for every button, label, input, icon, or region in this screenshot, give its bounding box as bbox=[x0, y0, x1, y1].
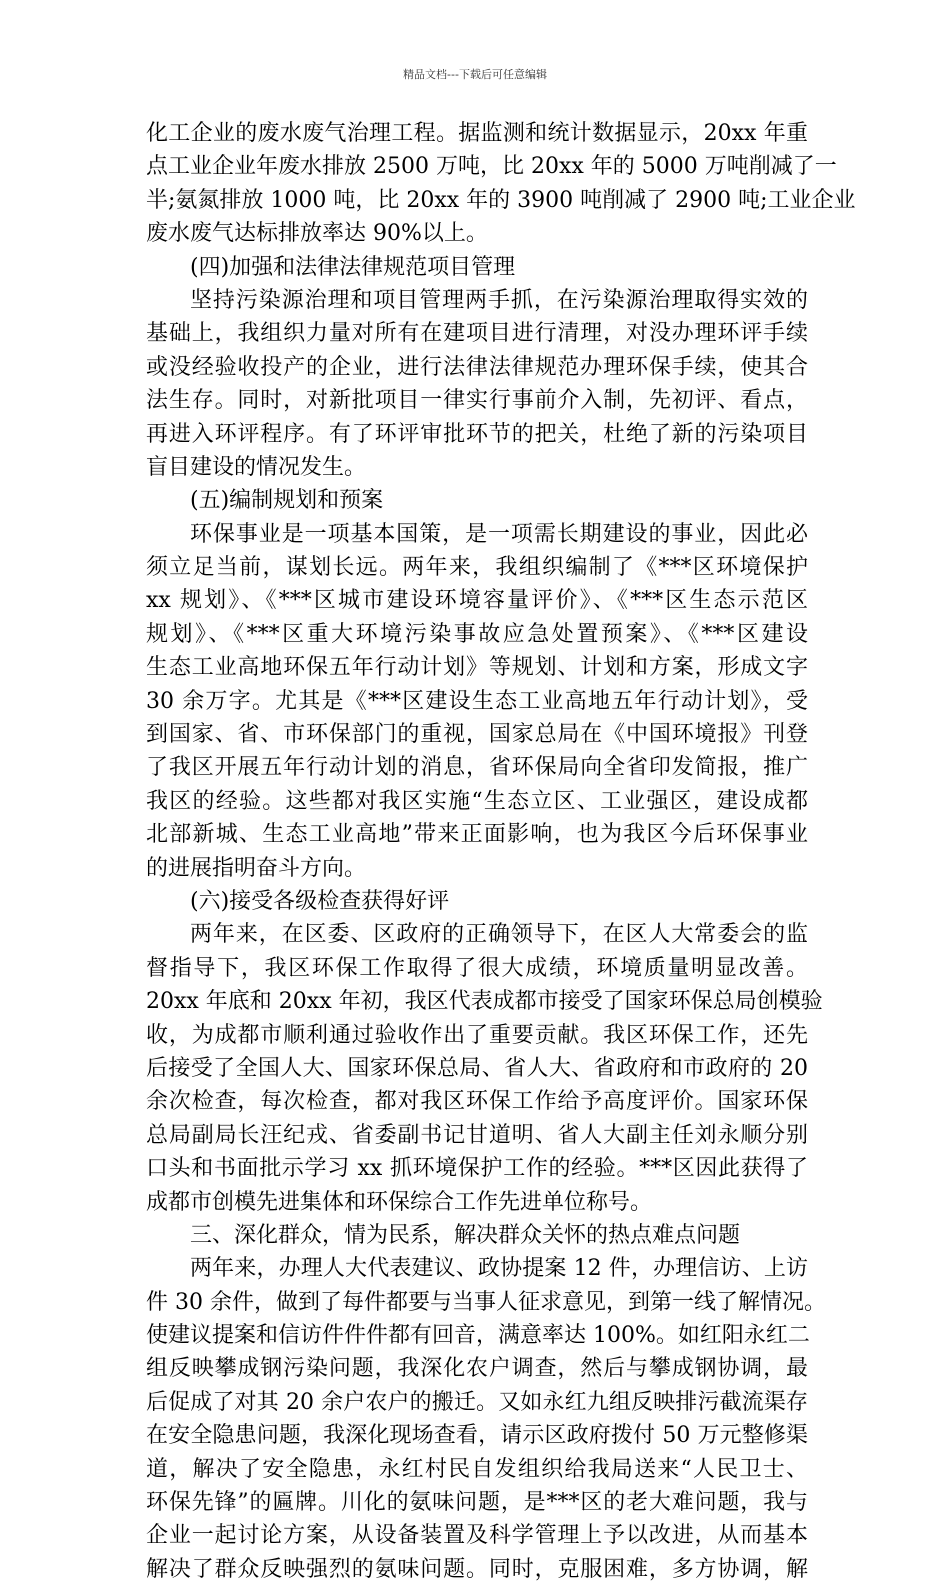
text-line: 到国家、省、市环保部门的重视，国家总局在《中国环境报》刊登 bbox=[146, 722, 808, 748]
text-line: 法生存。同时，对新批项目一律实行事前介入制，先初评、看点， bbox=[146, 388, 808, 414]
text-line: (五)编制规划和预案 bbox=[190, 488, 384, 514]
text-line: 须立足当前，谋划长远。两年来，我组织编制了《***区环境保护 bbox=[146, 555, 808, 581]
text-line: 两年来，在区委、区政府的正确领导下，在区人大常委会的监 bbox=[190, 922, 808, 948]
text-line: 我区的经验。这些都对我区实施“生态立区、工业强区，建设成都 bbox=[146, 788, 808, 814]
text-line: 化工企业的废水废气治理工程。据监测和统计数据显示，20xx 年重 bbox=[146, 121, 808, 146]
text-line: 点工业企业年废水排放 2500 万吨，比 20xx 年的 5000 万吨削减了一 bbox=[146, 154, 837, 180]
text-line: 了我区开展五年行动计划的消息，省环保局向全省印发简报，推广 bbox=[146, 755, 808, 781]
text-line: 生态工业高地环保五年行动计划》等规划、计划和方案，形成文字 bbox=[146, 655, 808, 681]
text-line: 坚持污染源治理和项目管理两手抓，在污染源治理取得实效的 bbox=[190, 287, 808, 313]
document-body bbox=[146, 117, 856, 1586]
text-line: 件 30 余件，做到了每件都要与当事人征求意见，到第一线了解情况。 bbox=[146, 1289, 826, 1315]
text-line: 收，为成都市顺利通过验收作出了重要贡献。我区环保工作，还先 bbox=[146, 1022, 808, 1048]
text-line: 成都市创模先进集体和环保综合工作先进单位称号。 bbox=[146, 1189, 653, 1215]
text-line: 道，解决了安全隐患，永红村民自发组织给我局送来“人民卫士、 bbox=[146, 1456, 808, 1482]
text-line: 基础上，我组织力量对所有在建项目进行清理，对没办理环评手续 bbox=[146, 321, 808, 347]
text-line: 组反映攀成钢污染问题，我深化农户调查，然后与攀成钢协调，最 bbox=[146, 1356, 808, 1382]
text-line: 30 余万字。尤其是《***区建设生态工业高地五年行动计划》，受 bbox=[146, 688, 808, 714]
text-line: 使建议提案和信访件件件都有回音，满意率达 100%。如红阳永红二 bbox=[146, 1323, 810, 1349]
text-line: 后促成了对其 20 余户农户的搬迁。又如永红九组反映排污截流渠存 bbox=[146, 1389, 808, 1415]
text-line: 半;氨氮排放 1000 吨，比 20xx 年的 3900 吨削减了 2900 吨;工业企业 bbox=[146, 187, 856, 213]
text-line: 口头和书面批示学习 xx 抓环境保护工作的经验。***区因此获得了 bbox=[146, 1156, 808, 1182]
text-line: 20xx 年底和 20xx 年初，我区代表成都市接受了国家环保总局创模验 bbox=[146, 989, 823, 1015]
text-line: 余次检查，每次检查，都对我区环保工作给予高度评价。国家环保 bbox=[146, 1089, 808, 1115]
text-line: 或没经验收投产的企业，进行法律法律规范办理环保手续，使其合 bbox=[146, 354, 808, 380]
text-line: 环保事业是一项基本国策，是一项需长期建设的事业，因此必 bbox=[190, 521, 808, 547]
page-header: 精品文档---下载后可任意编辑 bbox=[403, 68, 547, 81]
text-line: 企业一起讨论方案，从设备装置及科学管理上予以改进，从而基本 bbox=[146, 1523, 808, 1549]
text-line: 在安全隐患问题，我深化现场查看，请示区政府拨付 50 万元整修渠 bbox=[146, 1423, 808, 1449]
text-line: xx 规划》、《***区城市建设环境容量评价》、《***区生态示范区 bbox=[146, 588, 808, 614]
text-line: (六)接受各级检查获得好评 bbox=[190, 888, 450, 914]
text-line: 三、深化群众，情为民系，解决群众关怀的热点难点问题 bbox=[190, 1222, 741, 1248]
text-line: 总局副局长汪纪戎、省委副书记甘道明、省人大副主任刘永顺分别 bbox=[146, 1122, 808, 1148]
text-line: 解决了群众反映强烈的氨味问题。同时，克服困难，多方协调，解 bbox=[146, 1556, 808, 1582]
text-line: 环保先锋”的匾牌。川化的氨味问题，是***区的老大难问题，我与 bbox=[146, 1490, 808, 1516]
text-line: (四)加强和法律法律规范项目管理 bbox=[190, 254, 516, 280]
text-line: 督指导下，我区环保工作取得了很大成绩，环境质量明显改善。 bbox=[146, 955, 808, 981]
text-line: 后接受了全国人大、国家环保总局、省人大、省政府和市政府的 20 bbox=[146, 1055, 808, 1081]
text-line: 规划》、《***区重大环境污染事故应急处置预案》、《***区建设 bbox=[146, 621, 808, 647]
text-line: 盲目建设的情况发生。 bbox=[146, 454, 367, 480]
text-line: 的进展指明奋斗方向。 bbox=[146, 855, 367, 881]
text-line: 再进入环评程序。有了环评审批环节的把关，杜绝了新的污染项目 bbox=[146, 421, 808, 447]
text-line: 废水废气达标排放率达 90%以上。 bbox=[146, 221, 488, 247]
text-line: 北部新城、生态工业高地”带来正面影响，也为我区今后环保事业 bbox=[146, 822, 808, 848]
text-line: 两年来，办理人大代表建议、政协提案 12 件，办理信访、上访 bbox=[190, 1256, 808, 1282]
